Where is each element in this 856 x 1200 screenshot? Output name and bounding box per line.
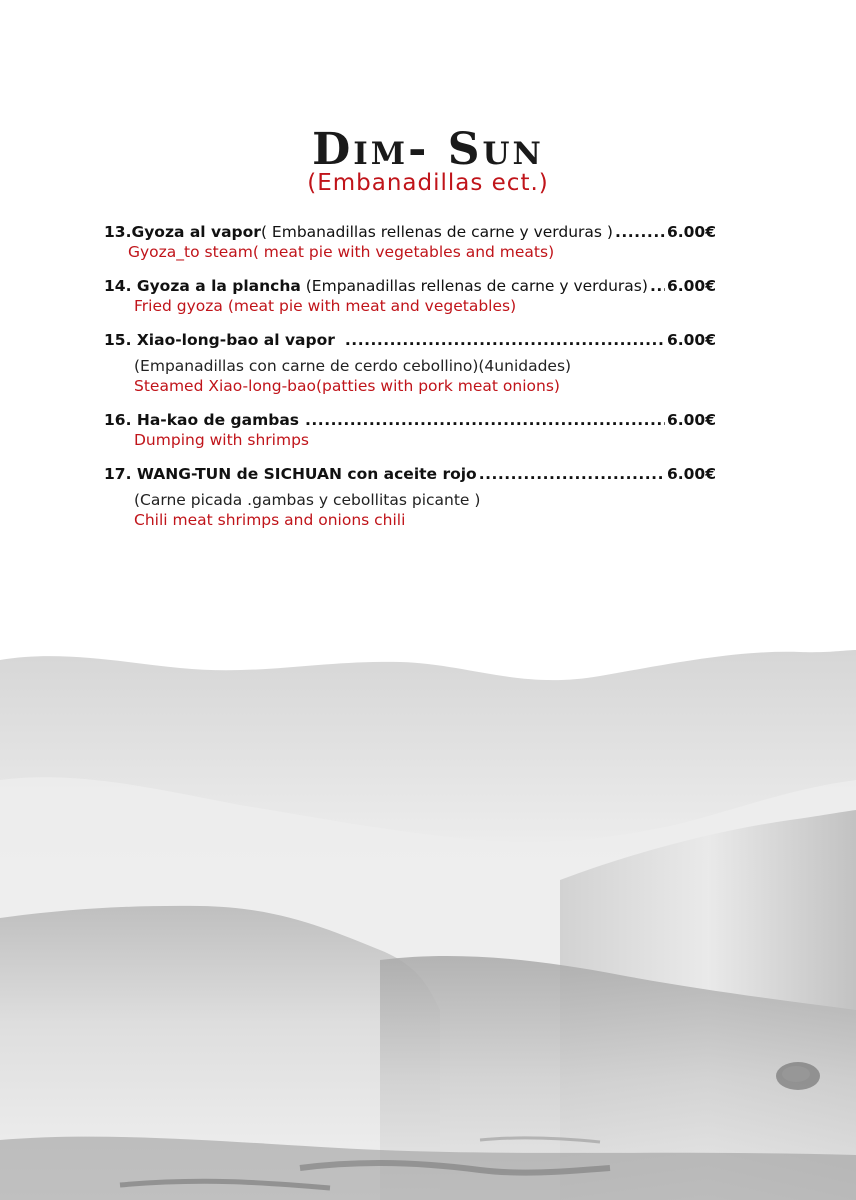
menu-item-line bbox=[104, 464, 716, 484]
item-english-translation: Steamed Xiao-long-bao(patties with pork meat onions) bbox=[134, 377, 560, 395]
dot-leader bbox=[479, 464, 665, 484]
menu-item-line bbox=[104, 330, 716, 350]
item-name: Gyoza al vapor bbox=[131, 223, 261, 241]
menu-item-14 bbox=[104, 276, 716, 316]
menu-item-16 bbox=[104, 410, 716, 450]
menu-item-line bbox=[104, 410, 716, 430]
item-number: 14. bbox=[104, 277, 137, 295]
item-english-translation: Chili meat shrimps and onions chili bbox=[134, 511, 406, 529]
item-english-translation: Gyoza_to steam( meat pie with vegetables and meats) bbox=[128, 243, 555, 261]
menu-item-15 bbox=[104, 330, 716, 396]
section-subtitle: (Embanadillas ect.) bbox=[307, 170, 549, 196]
dot-leader bbox=[615, 222, 665, 242]
item-description: ( Embanadillas rellenas de carne y verduras ) bbox=[260, 223, 613, 241]
dot-leader bbox=[650, 276, 665, 296]
item-name: WANG-TUN de SICHUAN con aceite rojo bbox=[136, 465, 477, 483]
item-english-translation: Dumping with shrimps bbox=[134, 431, 309, 449]
item-name: Xiao-long-bao al vapor bbox=[136, 331, 335, 349]
menu-item-13 bbox=[104, 222, 716, 262]
menu-item-line bbox=[104, 276, 716, 296]
dot-leader bbox=[345, 330, 665, 350]
item-price: 6.00€ bbox=[666, 331, 716, 349]
menu-item-line bbox=[104, 222, 716, 242]
dot-leader bbox=[305, 410, 665, 430]
item-price: 6.00€ bbox=[666, 223, 716, 241]
menu-list bbox=[104, 222, 716, 530]
menu-item-17 bbox=[104, 464, 716, 530]
section-title: Dim- Sun bbox=[312, 124, 544, 175]
item-name: Gyoza a la plancha bbox=[136, 277, 301, 295]
item-number: 17. bbox=[104, 465, 137, 483]
item-price: 6.00€ bbox=[666, 411, 716, 429]
item-price: 6.00€ bbox=[666, 277, 716, 295]
item-description: (Empanadillas rellenas de carne y verduras) bbox=[300, 277, 648, 295]
item-number: 16. bbox=[104, 411, 137, 429]
item-english-translation: Fried gyoza (meat pie with meat and vegetables) bbox=[134, 297, 517, 315]
item-number: 15. bbox=[104, 331, 137, 349]
item-number: 13. bbox=[104, 223, 132, 241]
item-spanish-description: (Carne picada .gambas y cebollitas picante ) bbox=[134, 491, 481, 509]
item-name: Ha-kao de gambas bbox=[136, 411, 300, 429]
item-price: 6.00€ bbox=[666, 465, 716, 483]
item-spanish-description: (Empanadillas con carne de cerdo cebollino)(4unidades) bbox=[134, 357, 572, 375]
